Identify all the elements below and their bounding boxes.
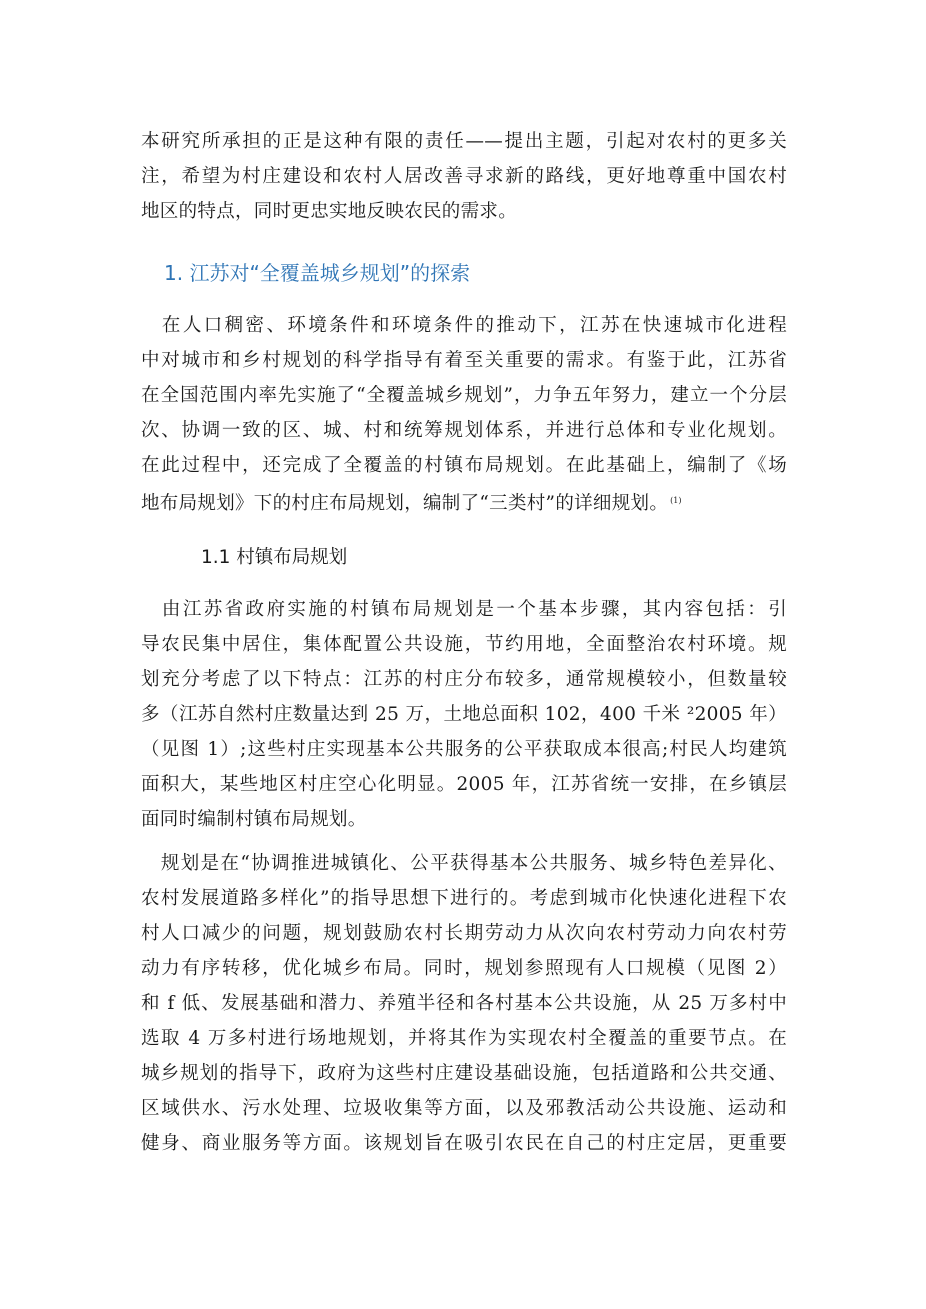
text-line: 注，希望为村庄建设和农村人居改善寻求新的路线，更好地尊重中国农村 <box>141 166 787 187</box>
text-line: 地区的特点，同时更忠实地反映农民的需求。 <box>141 201 518 222</box>
text-line: 健身、商业服务等方面。该规划旨在吸引农民在自己的村庄定居，更重要 <box>141 1133 787 1154</box>
text-line: 和 f 低、发展基础和潜力、养殖半径和各村基本公共设施，从 25 万多村中 <box>141 993 787 1014</box>
text-line: 在此过程中，还完成了全覆盖的村镇布局规划。在此基础上，编制了《场 <box>141 455 787 476</box>
text-line: 区域供水、污水处理、垃圾收集等方面，以及邪教活动公共设施、运动和 <box>141 1098 787 1119</box>
text-line: 面积大，某些地区村庄空心化明显。2005 年，江苏省统一安排，在乡镇层 <box>141 774 787 795</box>
text-line: 在人口稠密、环境条件和环境条件的推动下，江苏在快速城市化进程 <box>141 315 787 336</box>
text-line: 选取 4 万多村进行场地规划，并将其作为实现农村全覆盖的重要节点。在 <box>141 1028 787 1049</box>
text-line: 面同时编制村镇布局规划。 <box>141 809 367 830</box>
text-line: 次、协调一致的区、城、村和统筹规划体系，并进行总体和专业化规划。 <box>141 420 787 441</box>
text-line <box>141 487 787 515</box>
text-line: 多（江苏自然村庄数量达到 25 万，土地总面积 102，400 千米 ²2005 年） <box>141 704 787 725</box>
text-line: 农村发展道路多样化”的指导思想下进行的。考虑到城市化快速化进程下农 <box>141 888 787 909</box>
text-line: 村人口减少的问题，规划鼓励农村长期劳动力从次向农村劳动力向农村劳 <box>141 923 787 944</box>
text-line: 中对城市和乡村规划的科学指导有着至关重要的需求。有鉴于此，江苏省 <box>141 350 787 371</box>
footnote-ref: (1) <box>670 496 682 505</box>
text-line: 在全国范围内率先实施了“全覆盖城乡规划”，力争五年努力，建立一个分层 <box>141 385 787 406</box>
text-line: 城乡规划的指导下，政府为这些村庄建设基础设施，包括道路和公共交通、 <box>141 1063 787 1084</box>
text-line: 规划是在“协调推进城镇化、公平获得基本公共服务、城乡特色差异化、 <box>141 853 787 874</box>
subsection-heading: 1.1 村镇布局规划 <box>201 547 348 568</box>
section-heading: 1. 江苏对“全覆盖城乡规划”的探索 <box>164 261 471 285</box>
text-line: 由江苏省政府实施的村镇布局规划是一个基本步骤，其内容包括：引 <box>141 599 787 620</box>
text-line: （见图 1）;这些村庄实现基本公共服务的公平获取成本很高;村民人均建筑 <box>141 739 787 760</box>
text-line: 导农民集中居住，集体配置公共设施，节约用地，全面整治农村环境。规 <box>141 634 787 655</box>
text-line: 本研究所承担的正是这种有限的责任——提出主题，引起对农村的更多关 <box>141 131 787 152</box>
text-line: 动力有序转移，优化城乡布局。同时，规划参照现有人口规模（见图 2） <box>141 958 787 979</box>
text-line-content: 地布局规划》下的村庄布局规划，编制了“三类村”的详细规划。 <box>141 493 669 514</box>
text-line: 划充分考虑了以下特点：江苏的村庄分布较多，通常规模较小，但数量较 <box>141 669 787 690</box>
